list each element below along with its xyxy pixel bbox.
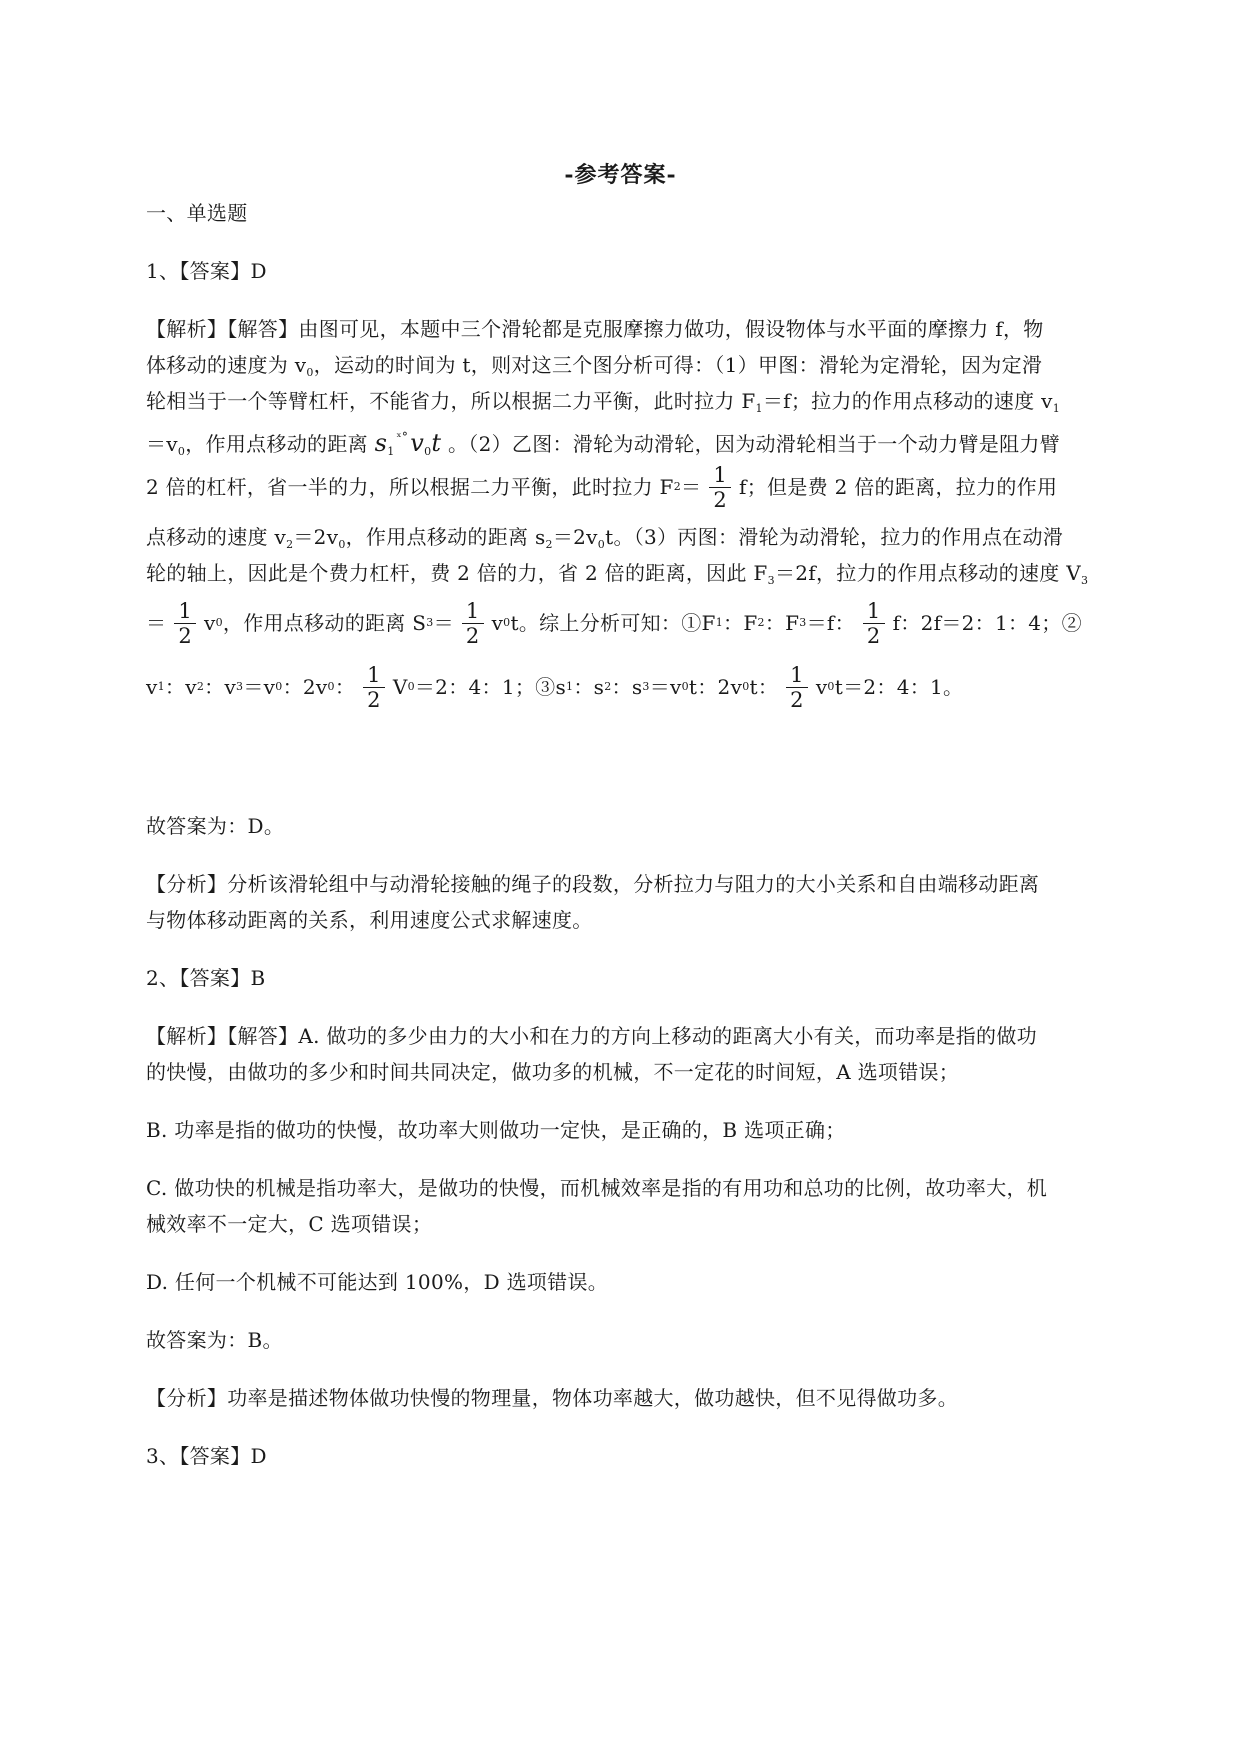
q2-conclusion: 故答案为：B。: [146, 1328, 283, 1352]
q1-note-line-2: 与物体移动距离的关系，利用速度公式求解速度。: [146, 908, 593, 932]
q1-line-7: 轮的轴上，因此是个费力杠杆，费 2 倍的力，省 2 倍的距离，因此 $F_3=2f$，拉力的作用点移动的速度 $V_3$: [146, 561, 1089, 587]
q1-note: [146, 866, 1094, 938]
q2-option-b: B. 功率是指的做功的快慢，故功率大则做功一定快，是正确的，B 选项正确；: [146, 1118, 846, 1142]
fraction-half: $\frac{1}{2}$: [363, 663, 385, 712]
q2-answer: 2、【答案】B: [146, 966, 266, 990]
q2-option-d: D. 任何一个机械不可能达到 100%，D 选项错误。: [146, 1270, 609, 1294]
q1-note-line-1: 【分析】分析该滑轮组中与动滑轮接触的绳子的段数，分析拉力与阻力的大小关系和自由端移动距离: [146, 872, 1040, 896]
q1-analysis: [146, 311, 1094, 719]
q1-line-3: 轮相当于一个等臂杠杆，不能省力，所以根据二力平衡，此时拉力 $F_1=f$；拉力的作用点移动的速度 $v_1$: [146, 389, 1061, 415]
formula-s1: s: [374, 429, 388, 457]
q1-line-9: v 1 ：v 2 ：v 3 ＝v 0 ：2v 0 ： $\frac{1}{2}$ V 0 ＝2：4：1；③s 1 ：s 2 ：s 3 ＝v 0 t：2v 0 t： $\frac{1}{2}$ v 0 t＝2：4：1。: [146, 662, 964, 712]
q1-line-5: 2 倍的杠杆，省一半的力，所以根据二力平衡，此时拉力 F 2 ＝ $\frac{1}{2}$ f；但是费 2 倍的距离，拉力的作用: [146, 462, 1058, 512]
q1-line-2: 体移动的速度为 $v_0$，运动的时间为 t，则对这三个图分析可得：（1）甲图：滑轮为定滑轮，因为定滑: [146, 353, 1043, 379]
q1-line-4: $=v_0$，作用点移动的距离 $s_1^{ˣ^\circ}v_0t$ 。（2）乙图：滑轮为动滑轮，因为动滑轮相当于一个动力臂是阻力臂: [146, 429, 1061, 458]
q2-a-line-2: 的快慢，由做功的多少和时间共同决定，做功多的机械，不一定花的时间短，A 选项错误；: [146, 1060, 960, 1084]
fraction-half: $\frac{1}{2}$: [709, 463, 731, 512]
q1-line-1: 【解析】【解答】由图可见，本题中三个滑轮都是克服摩擦力做功，假设物体与水平面的摩擦力 f，物: [146, 317, 1044, 341]
garbled-equals-symbol: ˣ°: [396, 430, 409, 444]
fraction-half: $\frac{1}{2}$: [863, 599, 885, 648]
q3-answer: 3、【答案】D: [146, 1444, 267, 1468]
page-title: -参考答案-: [564, 162, 677, 188]
q1-line-6: 点移动的速度 $v_2=2v_0$，作用点移动的距离 $s_2=2v_0t$。（3）丙图：滑轮为动滑轮，拉力的作用点在动滑: [146, 525, 1064, 551]
q2-option-a: [146, 1018, 1094, 1090]
q2-option-c: [146, 1170, 1094, 1242]
q2-c-line-1: C. 做功快的机械是指功率大，是做功的快慢，而机械效率是指的有用功和总功的比例，故功率大，机: [146, 1176, 1048, 1200]
section-heading: 一、单选题: [146, 201, 248, 225]
fraction-half: $\frac{1}{2}$: [462, 599, 484, 648]
fraction-half: $\frac{1}{2}$: [786, 663, 808, 712]
q2-c-line-2: 械效率不一定大，C 选项错误；: [146, 1212, 433, 1236]
q1-line-8: ＝ $\frac{1}{2}$ v 0 ，作用点移动的距离 S 3 ＝ $\frac{1}{2}$ v 0 t。综上分析可知：①F 1 ：F 2 ：F 3 ＝f： $\frac{1}{2}$ f：2f＝2：1：4；②: [146, 598, 1082, 648]
q2-note: 【分析】功率是描述物体做功快慢的物理量，物体功率越大，做功越快，但不见得做功多。: [146, 1386, 958, 1410]
fraction-half: $\frac{1}{2}$: [174, 599, 196, 648]
q1-conclusion: 故答案为：D。: [146, 814, 285, 838]
q1-answer: 1、【答案】D: [146, 259, 267, 283]
q2-a-line-1: 【解析】【解答】A. 做功的多少由力的大小和在力的方向上移动的距离大小有关，而功率是指的做功: [146, 1024, 1037, 1048]
